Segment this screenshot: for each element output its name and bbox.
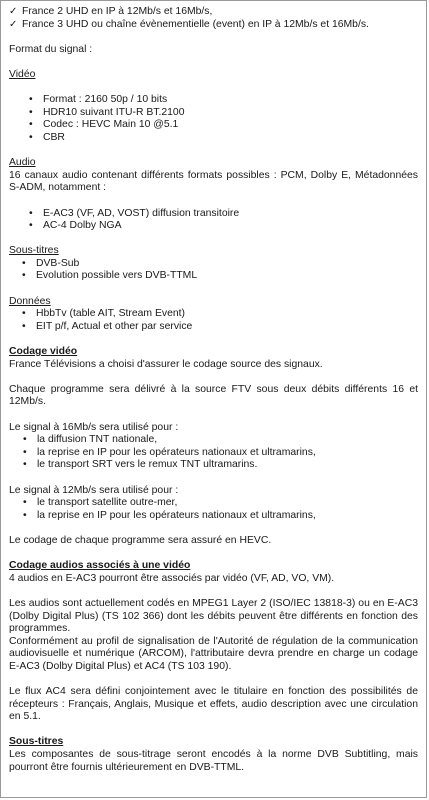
paragraph: Chaque programme sera délivré à la source FTV sous deux débits différents 16 et 12Mb/s.	[9, 383, 418, 408]
list-item: • EIT p/f, Actual et other par service	[36, 321, 418, 334]
audio-list	[9, 208, 418, 233]
checklist-text: France 2 UHD en IP à 12Mb/s et 16Mb/s,	[22, 6, 213, 17]
video-heading: Vidéo	[9, 68, 36, 80]
list-item: • HbbTv (table AIT, Stream Event)	[36, 308, 418, 321]
sous-titres-heading: Sous-titres	[9, 736, 64, 748]
data-heading: Données	[9, 295, 51, 307]
video-list	[9, 94, 418, 144]
paragraph: Conformément au profil de signalisation de l'Autorité de régulation de la communication audiovisuelle et numérique (ARCOM), l'attributaire devra prendre en charge un codage E-AC3 (Dolby Digital Plus) et AC4 (TS 103 190).	[9, 635, 418, 672]
list-item: • CBR	[43, 132, 418, 145]
paragraph: Le signal à 16Mb/s sera utilisé pour :	[9, 421, 179, 433]
checkmark-icon: ✓	[9, 18, 18, 30]
paragraph: Le codage de chaque programme sera assuré en HEVC.	[9, 534, 272, 546]
checklist-item	[9, 6, 418, 19]
list-item: • DVB-Sub	[36, 258, 418, 271]
list-item: • Evolution possible vers DVB-TTML	[36, 270, 418, 283]
paragraph: Le signal à 12Mb/s sera utilisé pour :	[9, 484, 179, 496]
signal-16-list	[9, 434, 418, 472]
subtitles-list	[9, 258, 418, 283]
paragraph: Les composantes de sous-titrage seront encodés à la norme DVB Subtitling, mais pourront être fournis ultérieurement en DVB-TTML.	[9, 749, 418, 773]
checklist-item	[9, 19, 418, 32]
codage-video-heading: Codage vidéo	[9, 346, 78, 358]
subtitles-heading: Sous-titres	[9, 245, 59, 257]
list-item: • AC-4 Dolby NGA	[43, 220, 418, 233]
audio-heading: Audio	[9, 157, 36, 169]
codage-audio-heading: Codage audios associés à une vidéo	[9, 560, 191, 572]
list-item: • Codec : HEVC Main 10 @5.1	[43, 119, 418, 132]
list-item: • la reprise en IP pour les opérateurs nationaux et ultramarins,	[37, 447, 418, 460]
audio-intro: 16 canaux audio contenant différents formats possibles : PCM, Dolby E, Métadonnées S-ADM, notamment :	[9, 169, 418, 194]
paragraph: 4 audios en E-AC3 pourront être associés par vidéo (VF, AD, VO, VM).	[9, 572, 335, 584]
paragraph: Le flux AC4 sera défini conjointement avec le titulaire en fonction des possibilités de récepteurs : Français, Anglais, Musique et effets, audio description avec une circulation en 5.1.	[9, 686, 418, 723]
list-item: • la reprise en IP pour les opérateurs nationaux et ultramarins,	[37, 510, 418, 523]
data-list	[9, 308, 418, 333]
paragraph: France Télévisions a choisi d'assurer le codage source des signaux.	[9, 358, 323, 370]
checklist-text: France 3 UHD ou chaîne évènementielle (event) en IP à 12Mb/s et 16Mb/s.	[22, 18, 369, 30]
signal-12-list	[9, 497, 418, 522]
list-item: • la diffusion TNT nationale,	[37, 434, 418, 447]
list-item: • Format : 2160 50p / 10 bits	[43, 94, 418, 107]
format-title: Format du signal :	[9, 43, 93, 55]
checkmark-icon: ✓	[9, 6, 18, 17]
list-item: • HDR10 suivant ITU-R BT.2100	[43, 107, 418, 120]
list-item: • E-AC3 (VF, AD, VOST) diffusion transitoire	[43, 208, 418, 221]
list-item: • le transport SRT vers le remux TNT ultramarins.	[37, 459, 418, 472]
document-content	[1, 1, 426, 774]
list-item: • le transport satellite outre-mer,	[37, 497, 418, 510]
paragraph: Les audios sont actuellement codés en MPEG1 Layer 2 (ISO/IEC 13818-3) ou en E-AC3 (Dolby Digital Plus) (TS 102 366) dont les débits peuvent être différents en fonction des programmes.	[9, 597, 418, 635]
